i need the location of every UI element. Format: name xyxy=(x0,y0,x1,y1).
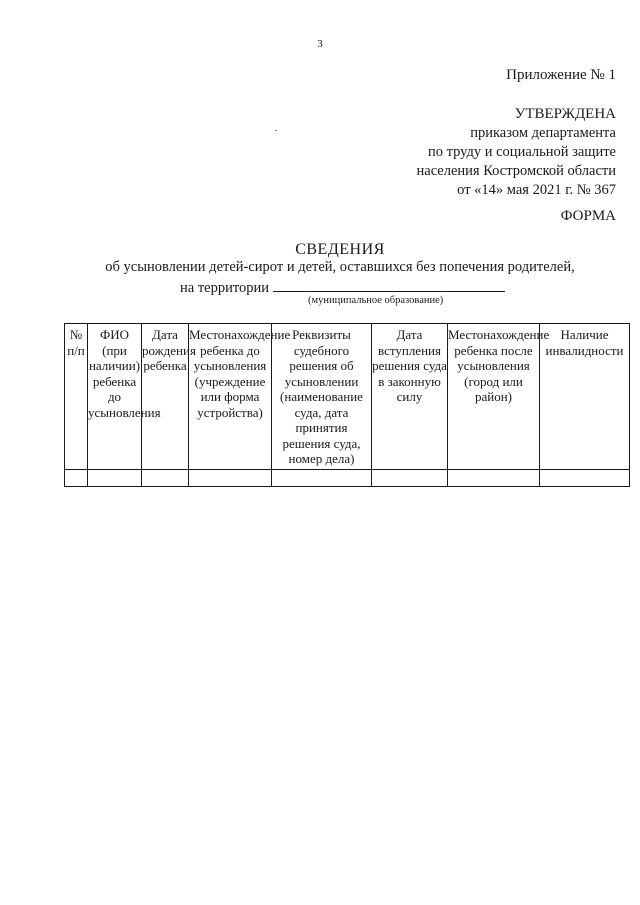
header-birth-date: Дата рождения ребенка xyxy=(142,324,189,470)
table-cell xyxy=(142,469,189,486)
header-full-name: ФИО (при наличии) ребенка до усыновления xyxy=(88,324,142,470)
form-label: ФОРМА xyxy=(560,208,616,224)
territory-line xyxy=(180,277,505,297)
approval-block xyxy=(417,105,617,200)
header-court-decision: Реквизиты судебного решения об усыновлении (наименование суда, дата принятия решения суда, номер дела) xyxy=(272,324,372,470)
document-subtitle: об усыновлении детей-сирот и детей, оставшихся без попечения родителей, xyxy=(105,259,575,275)
approval-line: по труду и социальной защите xyxy=(427,144,616,160)
territory-prefix: на территории xyxy=(180,280,270,296)
header-effective-date: Дата вступления решения суда в законную силу xyxy=(372,324,448,470)
page-number: 3 xyxy=(317,38,323,50)
table-cell xyxy=(448,469,540,486)
scan-speck xyxy=(275,130,277,131)
header-number: № п/п xyxy=(65,324,88,470)
approval-line: от «14» мая 2021 г. № 367 xyxy=(457,182,616,198)
table-cell xyxy=(372,469,448,486)
header-location-before: Местонахождение ребенка до усыновления (учреждение или форма устройства) xyxy=(189,324,272,470)
document-title: СВЕДЕНИЯ xyxy=(295,241,385,258)
table-row xyxy=(65,469,630,486)
adoption-table xyxy=(64,323,630,487)
header-disability: Наличие инвалидности xyxy=(540,324,630,470)
table-cell xyxy=(540,469,630,486)
appendix-label: Приложение № 1 xyxy=(506,67,616,83)
table-cell xyxy=(189,469,272,486)
approval-line: приказом департамента xyxy=(470,125,616,141)
header-location-after: Местонахождение ребенка после усыновления (город или район) xyxy=(448,324,540,470)
table-cell xyxy=(65,469,88,486)
approval-line: населения Костромской области xyxy=(416,163,616,179)
table-header-row xyxy=(65,324,630,470)
approved-label: УТВЕРЖДЕНА xyxy=(514,106,616,122)
territory-blank-field xyxy=(273,277,505,292)
table-cell xyxy=(272,469,372,486)
table-cell xyxy=(88,469,142,486)
territory-caption: (муниципальное образование) xyxy=(308,295,444,306)
